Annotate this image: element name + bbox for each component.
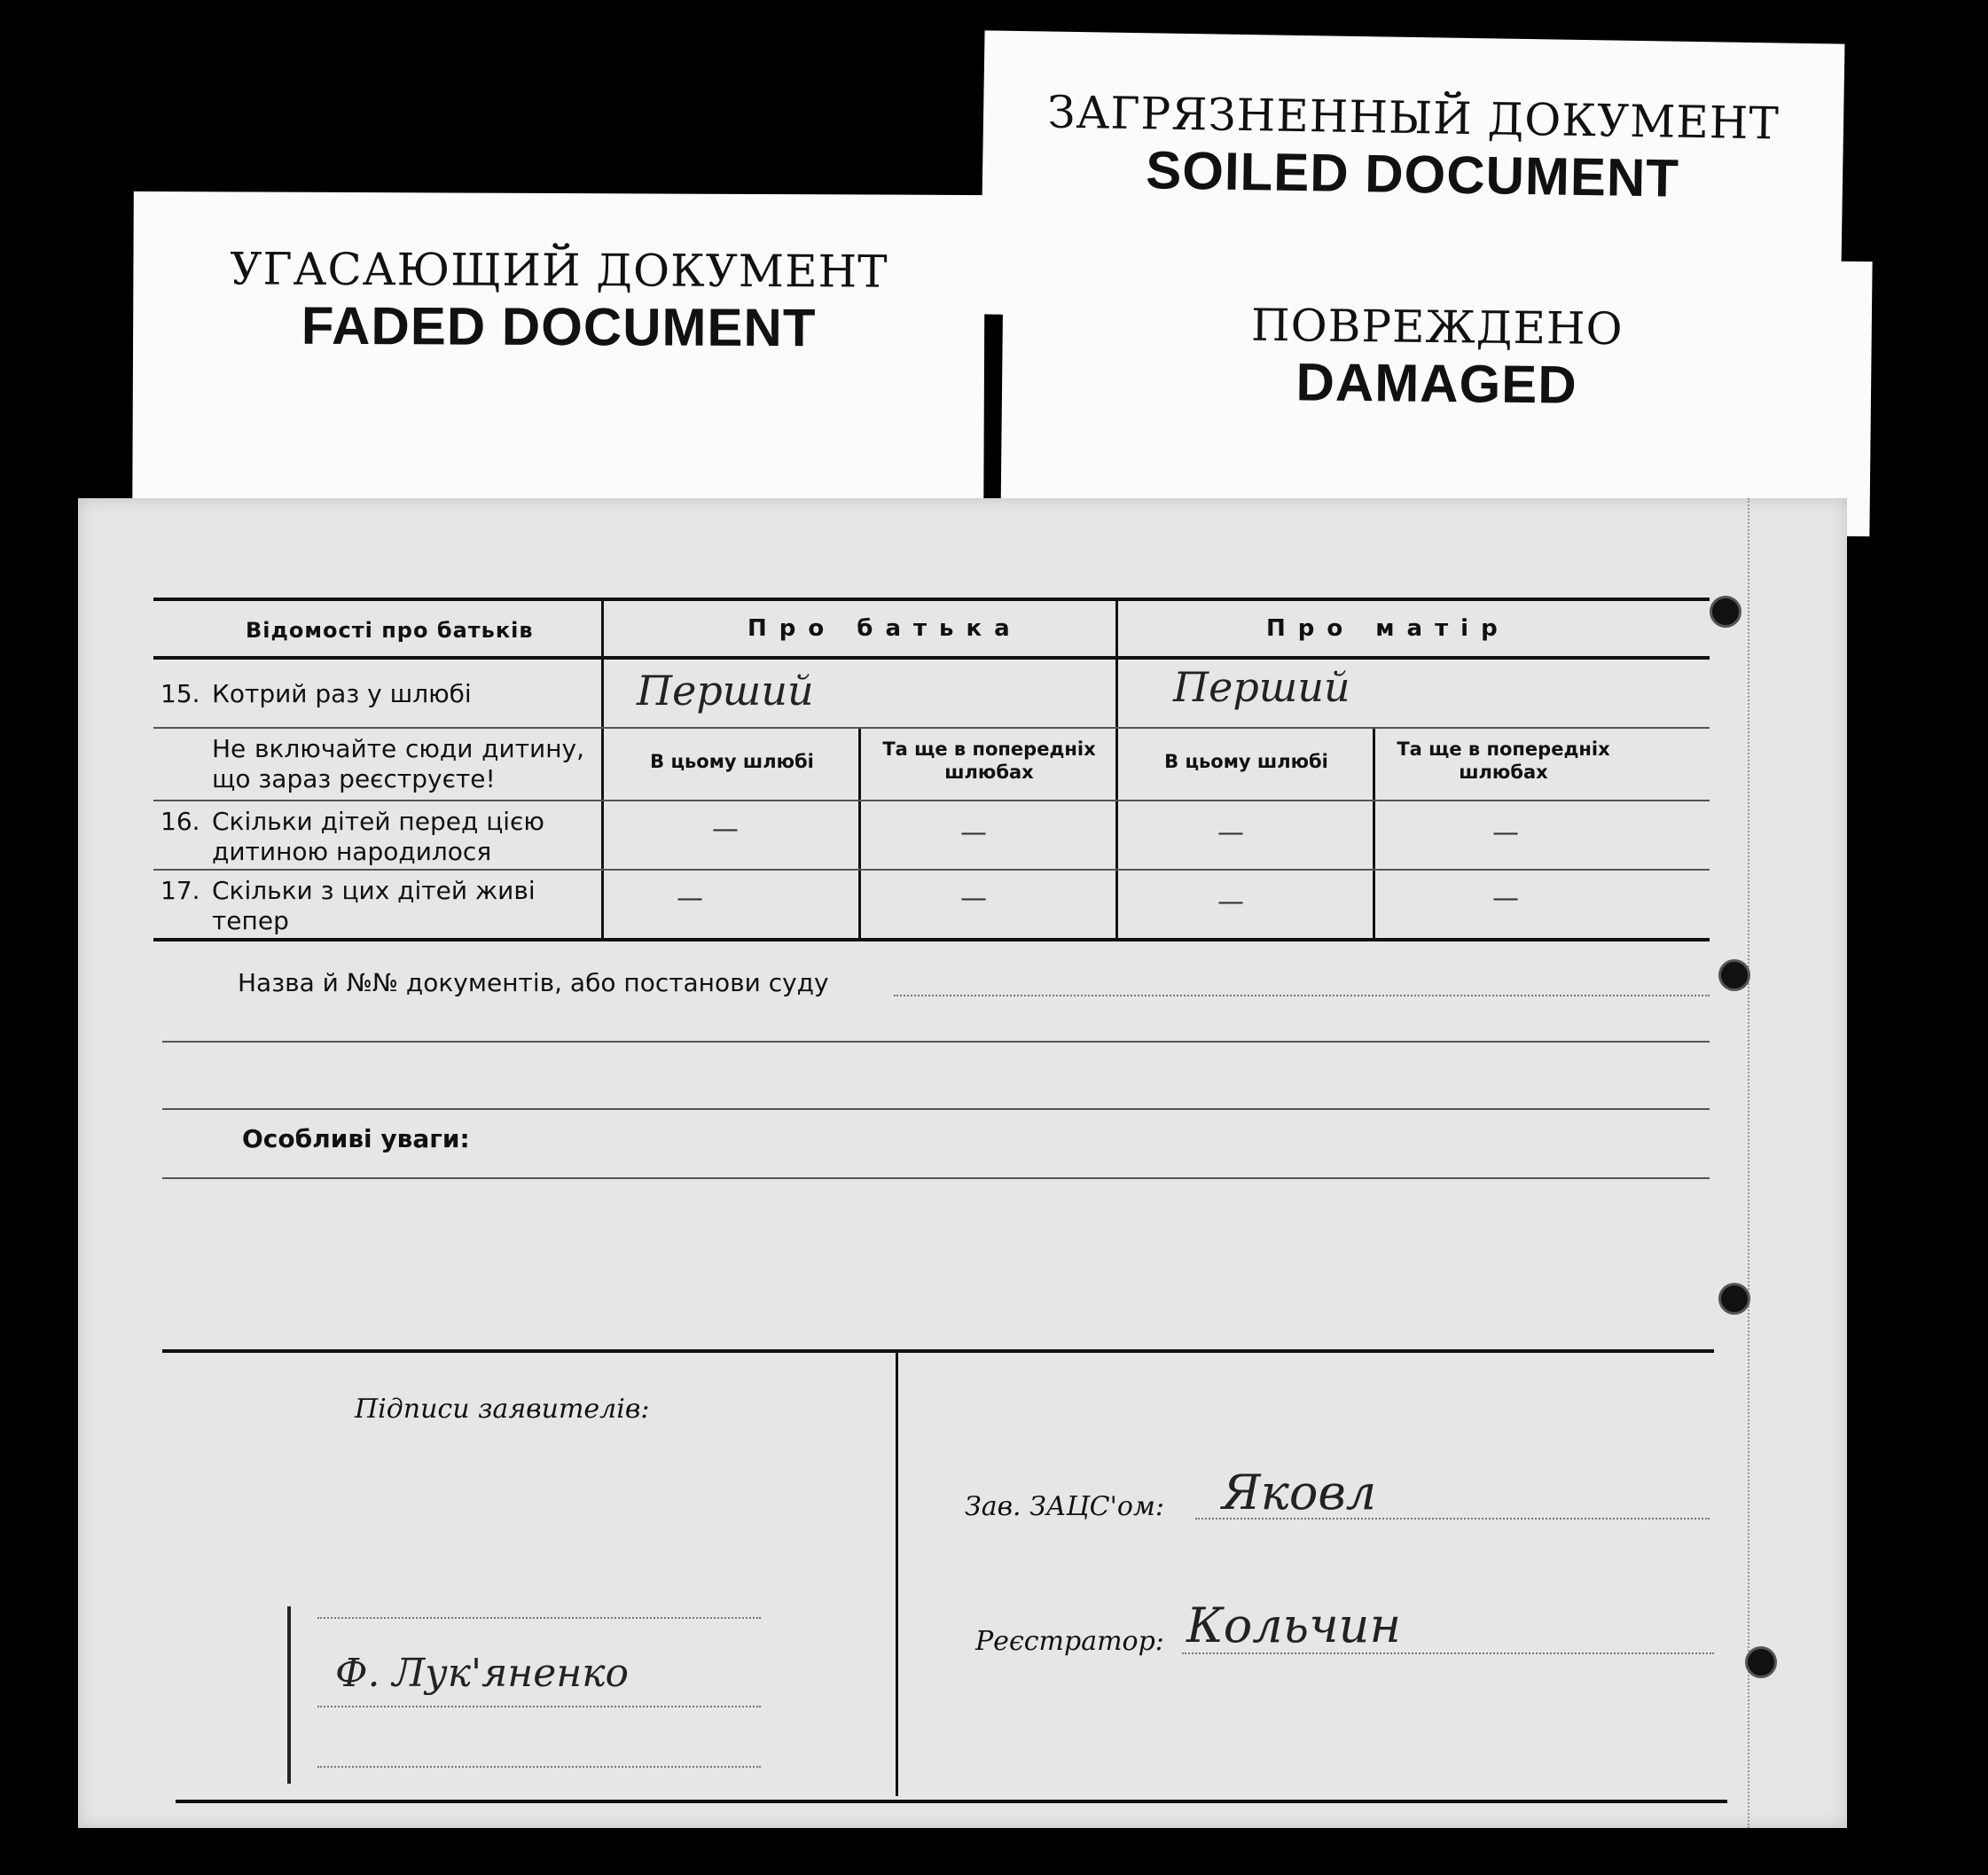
soiled-label-en: SOILED DOCUMENT	[1145, 140, 1680, 208]
exclude-child-note: Не включайте сюди дитину, що зараз реєструєте!	[212, 734, 584, 793]
question-17-number: 17.	[160, 876, 200, 905]
binding-hole	[1718, 1283, 1750, 1315]
faded-label-en: FADED DOCUMENT	[301, 295, 817, 358]
mother-this-marriage-header: В цьому шлюбі	[1164, 751, 1328, 772]
documents-fill-line	[894, 995, 1710, 996]
remarks-line	[162, 1177, 1710, 1179]
header-parents-info: Відомості про батьків	[246, 618, 534, 643]
documents-line-3	[162, 1108, 1710, 1110]
perforated-edge	[1748, 498, 1751, 1828]
question-15-text: Котрий раз у шлюбі	[212, 679, 472, 708]
father-this-marriage-header: В цьому шлюбі	[650, 751, 814, 772]
registrar-signature-line	[1182, 1652, 1714, 1654]
header-father: Про батька	[747, 615, 1022, 642]
registration-form-sheet	[78, 498, 1847, 1828]
binding-hole	[1718, 959, 1750, 991]
question-16-number: 16.	[160, 807, 200, 836]
mother-marriage-count-handwritten: Перший	[1173, 663, 1350, 711]
father-marriage-count-handwritten: Перший	[637, 667, 814, 715]
mother-previous-marriages-header: Та ще в попередніх шлюбах	[1397, 738, 1610, 783]
registrar-label: Реєстратор:	[975, 1626, 1164, 1657]
applicant-signatures-label: Підписи заявителів:	[355, 1394, 650, 1425]
applicant-signature-handwritten: Ф. Лук'яненко	[335, 1651, 630, 1696]
q17-father-previous-answer: —	[960, 883, 987, 914]
applicant-signature-line-2	[317, 1706, 761, 1707]
question-15-row	[153, 660, 1710, 729]
registry-head-label: Зав. ЗАЦС'ом:	[965, 1491, 1164, 1522]
soiled-label-ru: ЗАГРЯЗНЕННЫЙ ДОКУМЕНТ	[1046, 86, 1781, 150]
q16-mother-previous-answer: —	[1492, 817, 1519, 848]
remarks-label: Особливі уваги:	[242, 1124, 470, 1153]
binding-hole	[1710, 596, 1741, 628]
q16-father-this-answer: —	[712, 814, 739, 845]
binding-hole	[1745, 1646, 1777, 1678]
q17-mother-this-answer: —	[1217, 887, 1244, 918]
damaged-label-ru: ПОВРЕЖДЕНО	[1250, 299, 1624, 355]
question-16-row	[153, 801, 1710, 871]
q16-father-previous-answer: —	[960, 817, 987, 848]
question-16-text: Скільки дітей перед цією дитиною народилося	[212, 807, 544, 866]
question-15-number: 15.	[160, 679, 200, 708]
signature-section-top-rule	[162, 1349, 1714, 1353]
q17-father-this-answer: —	[677, 883, 703, 914]
applicant-signature-line-1	[317, 1617, 761, 1619]
documents-line-2	[162, 1041, 1710, 1043]
q17-mother-previous-answer: —	[1492, 883, 1519, 914]
parents-info-table	[153, 598, 1710, 941]
bracket-mark	[287, 1606, 291, 1784]
faded-document-card	[132, 191, 985, 523]
form-bottom-rule	[176, 1800, 1727, 1803]
registry-head-signature-handwritten: Яковл	[1222, 1465, 1377, 1520]
header-mother: Про матір	[1266, 615, 1510, 642]
note-row	[153, 729, 1710, 801]
damaged-label-en: DAMAGED	[1295, 352, 1577, 415]
damaged-document-card	[1000, 253, 1872, 536]
registrar-signature-handwritten: Кольчин	[1186, 1598, 1402, 1653]
faded-label-ru: УГАСАЮЩИЙ ДОКУМЕНТ	[230, 243, 888, 298]
q16-mother-this-answer: —	[1217, 817, 1244, 848]
question-17-row	[153, 871, 1710, 938]
question-17-text: Скільки з цих дітей живі тепер	[212, 876, 536, 935]
father-previous-marriages-header: Та ще в попередніх шлюбах	[882, 738, 1096, 783]
signature-section-divider	[896, 1353, 898, 1796]
applicant-signature-line-3	[317, 1766, 761, 1768]
table-header-row	[153, 601, 1710, 660]
documents-label: Назва й №№ документів, або постанови суду	[238, 968, 829, 997]
registry-head-signature-line	[1195, 1518, 1710, 1520]
